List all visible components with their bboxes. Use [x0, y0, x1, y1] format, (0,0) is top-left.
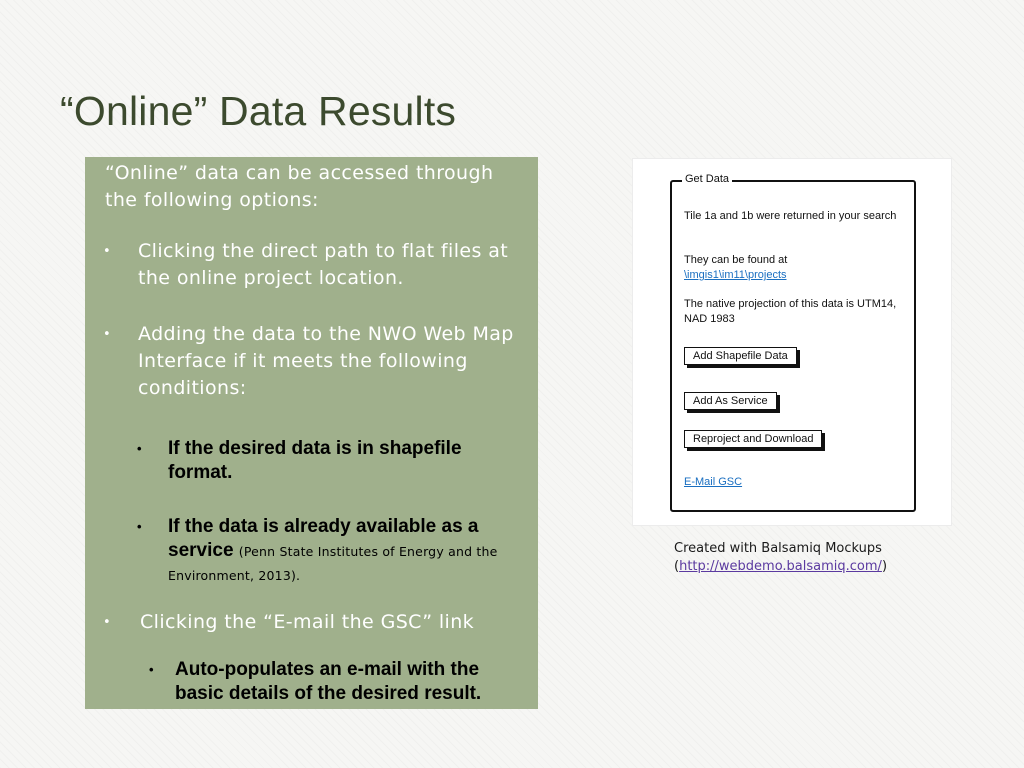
mockup-location-text [684, 253, 904, 283]
intro-text: “Online” data can be accessed through the following options: [105, 162, 494, 211]
mockup-projection-text: The native projection of this data is UTM14, NAD 1983 [684, 298, 897, 325]
bullet-text: Adding the data to the NWO Web Map Interface if it meets the following conditions: [138, 323, 514, 399]
bullet-text: If the desired data is in shapefile format. [168, 438, 462, 483]
caption-open-paren: ( [674, 559, 680, 574]
bullet-text: If the data is already available as a service [168, 516, 479, 561]
bullet-email-gsc [103, 609, 533, 636]
sub-bullet-shapefile [137, 437, 527, 485]
mockup-image [632, 158, 952, 526]
bullet-text: Auto-populates an e-mail with the basic details of the desired result. [175, 659, 482, 704]
path-link[interactable]: \imgis1\im11\projects [684, 269, 787, 281]
caption-line1: Created with Balsamiq Mockups [674, 541, 882, 556]
bullet-dot: • [103, 615, 112, 630]
add-shapefile-button[interactable]: Add Shapefile Data [684, 347, 797, 365]
email-gsc-link[interactable]: E-Mail GSC [684, 476, 743, 488]
add-as-service-button[interactable]: Add As Service [684, 392, 777, 410]
bullet-text: Clicking the direct path to flat files at the online project location. [138, 240, 509, 289]
caption [674, 540, 974, 576]
panel-legend: Get Data [682, 173, 732, 185]
bullet-direct-path [103, 238, 533, 292]
bullet-dot: • [103, 244, 112, 259]
slide-title: “Online” Data Results [60, 88, 457, 134]
sub-bullet-service [137, 515, 527, 587]
bullet-add-to-map [103, 321, 533, 402]
bullet-dot: • [149, 662, 154, 677]
reproject-download-button[interactable]: Reproject and Download [684, 430, 822, 448]
bullet-text: Clicking the “E-mail the GSC” link [140, 611, 475, 633]
bullet-dot: • [137, 519, 142, 534]
bullet-dot: • [137, 441, 142, 456]
balsamiq-link[interactable]: http://webdemo.balsamiq.com/ [679, 559, 882, 574]
content-box [85, 157, 538, 709]
get-data-panel [670, 173, 916, 512]
sub-bullet-auto-populate [149, 658, 529, 706]
bullet-text-wrapper [168, 515, 527, 587]
location-label: They can be found at [684, 254, 788, 266]
bullet-dot: • [103, 327, 112, 342]
citation: (Penn State Institutes of Energy and the Environment, 2013). [168, 544, 498, 583]
caption-close-paren: ) [881, 559, 888, 574]
mockup-result-text: Tile 1a and 1b were returned in your search [684, 210, 897, 222]
